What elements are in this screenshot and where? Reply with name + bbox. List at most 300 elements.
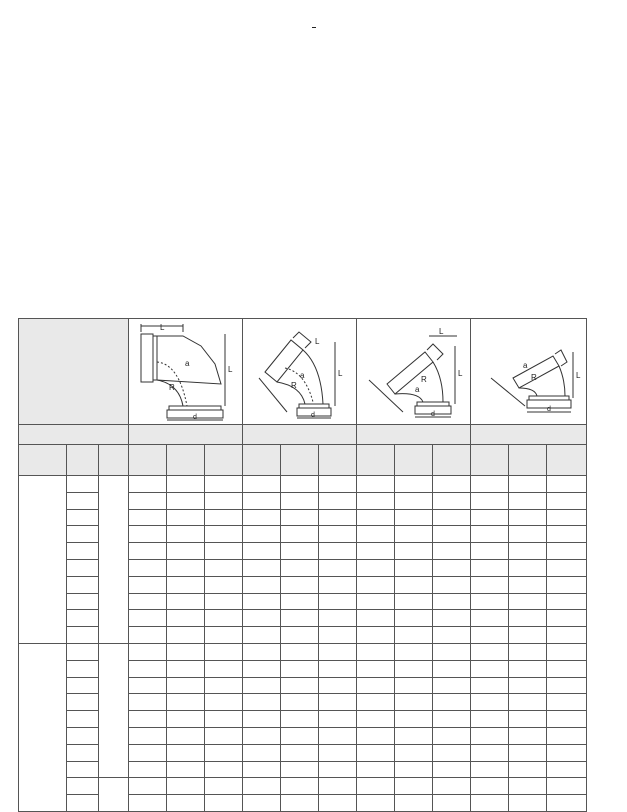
- cell-area: [509, 778, 547, 795]
- cell-mass: [205, 643, 243, 660]
- drawing-label-a: a: [184, 358, 189, 368]
- cell-mass: [205, 711, 243, 728]
- cell-mass: [319, 795, 357, 812]
- drawing-label-l: L: [337, 368, 342, 378]
- cell-mass: [205, 627, 243, 644]
- cell-length: [471, 660, 509, 677]
- cell-length: [357, 543, 395, 560]
- cell-length: [243, 509, 281, 526]
- cell-area: [509, 795, 547, 812]
- spec-table: [18, 318, 587, 812]
- cell-length: [129, 492, 167, 509]
- cell-length: [129, 543, 167, 560]
- cell-area: [167, 509, 205, 526]
- types-label: [19, 319, 129, 425]
- cell-mass: [205, 744, 243, 761]
- cell-diameter: [67, 559, 99, 576]
- cell-mass: [205, 677, 243, 694]
- cell-area: [509, 576, 547, 593]
- drawing-label-l: L: [457, 368, 462, 378]
- col-header-m: [547, 445, 587, 476]
- cell-mass: [319, 694, 357, 711]
- cell-mass: [433, 694, 471, 711]
- cell-length: [129, 643, 167, 660]
- cell-mass: [319, 476, 357, 493]
- cell-diameter: [67, 727, 99, 744]
- cell-mass: [319, 677, 357, 694]
- col-header-s: [281, 445, 319, 476]
- cell-mass: [319, 492, 357, 509]
- cell-mass: [433, 778, 471, 795]
- cell-mass: [547, 509, 587, 526]
- col-header-s: [167, 445, 205, 476]
- cell-mass: [547, 610, 587, 627]
- cell-area: [167, 476, 205, 493]
- angle-60: [243, 425, 357, 445]
- drawing-label-r: R: [290, 380, 297, 390]
- cell-length: [471, 627, 509, 644]
- cell-area: [281, 476, 319, 493]
- cell-area: [395, 492, 433, 509]
- col-header-d: [67, 445, 99, 476]
- cell-length: [357, 660, 395, 677]
- cell-mass: [205, 559, 243, 576]
- col-header-m: [205, 445, 243, 476]
- cell-area: [281, 744, 319, 761]
- cell-diameter: [67, 778, 99, 795]
- cell-area: [167, 492, 205, 509]
- cell-length: [357, 711, 395, 728]
- col-header-s: [395, 445, 433, 476]
- cell-mass: [205, 660, 243, 677]
- cell-mass: [433, 660, 471, 677]
- cell-mass: [205, 509, 243, 526]
- cell-area: [395, 526, 433, 543]
- cell-mass: [319, 778, 357, 795]
- cell-length: [129, 677, 167, 694]
- cell-length: [129, 744, 167, 761]
- cell-mass: [433, 509, 471, 526]
- cell-length: [357, 526, 395, 543]
- cell-area: [509, 476, 547, 493]
- cell-area: [281, 576, 319, 593]
- cell-mass: [547, 476, 587, 493]
- cell-mass: [547, 694, 587, 711]
- elbow-90-drawing: [129, 319, 243, 425]
- cell-mass: [547, 643, 587, 660]
- thickness-cell: [99, 643, 129, 777]
- cell-diameter: [67, 660, 99, 677]
- cell-diameter: [67, 795, 99, 812]
- cell-length: [243, 744, 281, 761]
- elbow-30-icon: [473, 322, 585, 422]
- cell-length: [471, 761, 509, 778]
- cell-length: [129, 593, 167, 610]
- drawing-label-l: L: [314, 336, 319, 346]
- cell-length: [471, 543, 509, 560]
- cell-area: [509, 711, 547, 728]
- col-header-m: [433, 445, 471, 476]
- cell-mass: [547, 492, 587, 509]
- cell-diameter: [67, 761, 99, 778]
- cell-area: [509, 509, 547, 526]
- cell-length: [357, 492, 395, 509]
- cell-length: [129, 476, 167, 493]
- cell-diameter: [67, 576, 99, 593]
- cell-area: [281, 610, 319, 627]
- cell-length: [357, 593, 395, 610]
- cell-length: [357, 694, 395, 711]
- elbow-30-drawing: [471, 319, 587, 425]
- cell-area: [167, 744, 205, 761]
- cell-mass: [433, 492, 471, 509]
- cell-area: [509, 559, 547, 576]
- angle-30: [471, 425, 587, 445]
- drawing-label-l: L: [575, 370, 580, 380]
- cell-mass: [433, 711, 471, 728]
- cell-length: [357, 627, 395, 644]
- cell-area: [509, 694, 547, 711]
- cell-area: [395, 761, 433, 778]
- cell-area: [395, 543, 433, 560]
- cell-length: [357, 643, 395, 660]
- cell-length: [471, 795, 509, 812]
- cell-mass: [433, 576, 471, 593]
- cell-area: [509, 492, 547, 509]
- cell-length: [243, 576, 281, 593]
- cell-mass: [205, 694, 243, 711]
- drawing-label-d: d: [192, 413, 197, 421]
- cell-mass: [547, 660, 587, 677]
- cell-length: [243, 643, 281, 660]
- cell-diameter: [67, 744, 99, 761]
- col-header-l: [129, 445, 167, 476]
- cell-mass: [319, 559, 357, 576]
- cell-length: [243, 610, 281, 627]
- cell-mass: [547, 744, 587, 761]
- cell-mass: [319, 761, 357, 778]
- drawing-label-r: R: [168, 382, 175, 392]
- cell-diameter: [67, 711, 99, 728]
- cell-length: [129, 778, 167, 795]
- cell-diameter: [67, 526, 99, 543]
- cell-length: [129, 610, 167, 627]
- drawing-label-d: d: [430, 410, 435, 418]
- cell-area: [281, 627, 319, 644]
- cell-area: [395, 778, 433, 795]
- cell-diameter: [67, 677, 99, 694]
- elbow-60-drawing: [243, 319, 357, 425]
- cell-length: [129, 761, 167, 778]
- cell-length: [357, 610, 395, 627]
- cell-area: [395, 643, 433, 660]
- table-row: [19, 778, 587, 795]
- cell-area: [281, 761, 319, 778]
- radius-group-cell: [19, 643, 67, 811]
- cell-area: [395, 711, 433, 728]
- cell-area: [395, 694, 433, 711]
- drawing-label-r: R: [420, 374, 427, 384]
- cell-length: [471, 744, 509, 761]
- cell-length: [243, 492, 281, 509]
- cell-area: [395, 509, 433, 526]
- cell-diameter: [67, 593, 99, 610]
- cell-length: [357, 677, 395, 694]
- drawing-label-d: d: [310, 411, 315, 419]
- cell-mass: [547, 711, 587, 728]
- cell-mass: [433, 795, 471, 812]
- cell-area: [167, 727, 205, 744]
- cell-length: [243, 795, 281, 812]
- cell-length: [243, 711, 281, 728]
- cell-length: [471, 711, 509, 728]
- cell-length: [357, 761, 395, 778]
- cell-mass: [205, 610, 243, 627]
- cell-length: [243, 526, 281, 543]
- cell-area: [281, 694, 319, 711]
- cell-length: [471, 677, 509, 694]
- cell-length: [357, 559, 395, 576]
- cell-mass: [433, 610, 471, 627]
- cell-area: [281, 526, 319, 543]
- cell-mass: [319, 576, 357, 593]
- cell-area: [167, 660, 205, 677]
- cell-mass: [547, 795, 587, 812]
- cell-area: [395, 476, 433, 493]
- cell-length: [129, 795, 167, 812]
- cell-area: [509, 543, 547, 560]
- cell-area: [395, 593, 433, 610]
- drawing-label-l: L: [438, 326, 443, 336]
- cell-diameter: [67, 627, 99, 644]
- cell-length: [357, 576, 395, 593]
- elbow-45-drawing: [357, 319, 471, 425]
- cell-area: [395, 627, 433, 644]
- cell-diameter: [67, 492, 99, 509]
- col-header-l: [243, 445, 281, 476]
- cell-area: [395, 727, 433, 744]
- cell-area: [395, 677, 433, 694]
- cell-area: [281, 778, 319, 795]
- cell-length: [471, 727, 509, 744]
- elbow-60-icon: [245, 322, 355, 422]
- cell-mass: [433, 559, 471, 576]
- cell-length: [471, 576, 509, 593]
- cell-area: [281, 593, 319, 610]
- cell-mass: [547, 627, 587, 644]
- cell-mass: [319, 643, 357, 660]
- cell-area: [509, 643, 547, 660]
- col-header-l: [357, 445, 395, 476]
- cell-length: [129, 627, 167, 644]
- cell-area: [395, 795, 433, 812]
- elbow-45-icon: [359, 322, 469, 422]
- cell-mass: [205, 795, 243, 812]
- cell-length: [129, 711, 167, 728]
- cell-area: [509, 761, 547, 778]
- drawing-label-l: L: [227, 364, 232, 374]
- col-header-radius: [19, 445, 67, 476]
- cell-area: [167, 694, 205, 711]
- cell-length: [243, 660, 281, 677]
- cell-area: [167, 795, 205, 812]
- cell-length: [129, 694, 167, 711]
- cell-mass: [547, 593, 587, 610]
- cell-area: [281, 711, 319, 728]
- thickness-cell: [99, 476, 129, 644]
- cell-area: [509, 660, 547, 677]
- table-row: [19, 643, 587, 660]
- page-title: [0, 10, 627, 26]
- cell-mass: [205, 576, 243, 593]
- cell-area: [395, 660, 433, 677]
- cell-mass: [205, 543, 243, 560]
- cell-length: [471, 593, 509, 610]
- cell-area: [281, 727, 319, 744]
- cell-length: [243, 559, 281, 576]
- cell-mass: [433, 677, 471, 694]
- cell-area: [167, 559, 205, 576]
- drawing-label-l: L: [159, 322, 164, 332]
- cell-mass: [547, 761, 587, 778]
- cell-area: [281, 643, 319, 660]
- cell-mass: [433, 744, 471, 761]
- cell-length: [243, 627, 281, 644]
- cell-mass: [547, 778, 587, 795]
- cell-length: [243, 694, 281, 711]
- cell-area: [509, 627, 547, 644]
- cell-mass: [433, 526, 471, 543]
- cell-length: [129, 660, 167, 677]
- cell-length: [357, 509, 395, 526]
- table-row: [19, 476, 587, 493]
- cell-length: [471, 492, 509, 509]
- cell-area: [395, 610, 433, 627]
- cell-mass: [205, 526, 243, 543]
- drawing-label-a: a: [522, 360, 527, 370]
- cell-mass: [547, 576, 587, 593]
- cell-length: [243, 593, 281, 610]
- cell-mass: [205, 476, 243, 493]
- cell-mass: [319, 509, 357, 526]
- cell-mass: [319, 526, 357, 543]
- cell-length: [129, 576, 167, 593]
- cell-area: [281, 795, 319, 812]
- cell-length: [243, 727, 281, 744]
- cell-length: [243, 476, 281, 493]
- cell-area: [167, 610, 205, 627]
- cell-area: [395, 576, 433, 593]
- cell-area: [395, 559, 433, 576]
- cell-area: [281, 660, 319, 677]
- cell-length: [471, 509, 509, 526]
- cell-area: [167, 778, 205, 795]
- col-header-l: [471, 445, 509, 476]
- cell-area: [509, 526, 547, 543]
- cell-length: [357, 476, 395, 493]
- cell-length: [129, 526, 167, 543]
- cell-diameter: [67, 694, 99, 711]
- radius-group-cell: [19, 476, 67, 644]
- drawing-label-a: a: [414, 384, 419, 394]
- cell-diameter: [67, 643, 99, 660]
- cell-mass: [319, 627, 357, 644]
- cell-length: [471, 526, 509, 543]
- cell-diameter: [67, 543, 99, 560]
- cell-length: [129, 559, 167, 576]
- cell-area: [281, 509, 319, 526]
- angle-45: [357, 425, 471, 445]
- cell-diameter: [67, 509, 99, 526]
- cell-area: [395, 744, 433, 761]
- cell-area: [281, 677, 319, 694]
- cell-area: [167, 576, 205, 593]
- cell-mass: [319, 543, 357, 560]
- cell-mass: [433, 761, 471, 778]
- cell-length: [243, 677, 281, 694]
- angle-90: [129, 425, 243, 445]
- cell-length: [129, 509, 167, 526]
- cell-length: [357, 795, 395, 812]
- cell-length: [471, 643, 509, 660]
- cell-mass: [547, 543, 587, 560]
- cell-mass: [319, 593, 357, 610]
- cell-mass: [433, 593, 471, 610]
- cell-length: [471, 694, 509, 711]
- cell-area: [167, 711, 205, 728]
- cell-area: [167, 543, 205, 560]
- drawing-label-d: d: [546, 405, 551, 413]
- cell-mass: [433, 643, 471, 660]
- cell-diameter: [67, 610, 99, 627]
- cell-length: [243, 761, 281, 778]
- cell-mass: [205, 727, 243, 744]
- cell-mass: [205, 761, 243, 778]
- angle-label: [19, 425, 129, 445]
- elbow-90-icon: [131, 322, 241, 422]
- cell-area: [281, 492, 319, 509]
- thickness-cell: [99, 778, 129, 812]
- cell-area: [509, 744, 547, 761]
- cell-mass: [319, 711, 357, 728]
- cell-area: [167, 526, 205, 543]
- cell-area: [167, 761, 205, 778]
- cell-mass: [205, 593, 243, 610]
- cell-length: [357, 744, 395, 761]
- cell-area: [167, 593, 205, 610]
- cell-mass: [205, 492, 243, 509]
- cell-length: [357, 778, 395, 795]
- cell-area: [281, 543, 319, 560]
- cell-mass: [319, 660, 357, 677]
- cell-length: [471, 559, 509, 576]
- cell-mass: [205, 778, 243, 795]
- cell-length: [471, 778, 509, 795]
- drawing-label-r: R: [530, 372, 537, 382]
- cell-area: [509, 610, 547, 627]
- col-header-t: [99, 445, 129, 476]
- cell-mass: [433, 543, 471, 560]
- cell-mass: [433, 627, 471, 644]
- cell-mass: [547, 559, 587, 576]
- drawing-label-a: a: [299, 370, 304, 380]
- cell-mass: [547, 677, 587, 694]
- cell-length: [243, 543, 281, 560]
- cell-length: [243, 778, 281, 795]
- cell-length: [471, 476, 509, 493]
- cell-length: [471, 610, 509, 627]
- cell-length: [357, 727, 395, 744]
